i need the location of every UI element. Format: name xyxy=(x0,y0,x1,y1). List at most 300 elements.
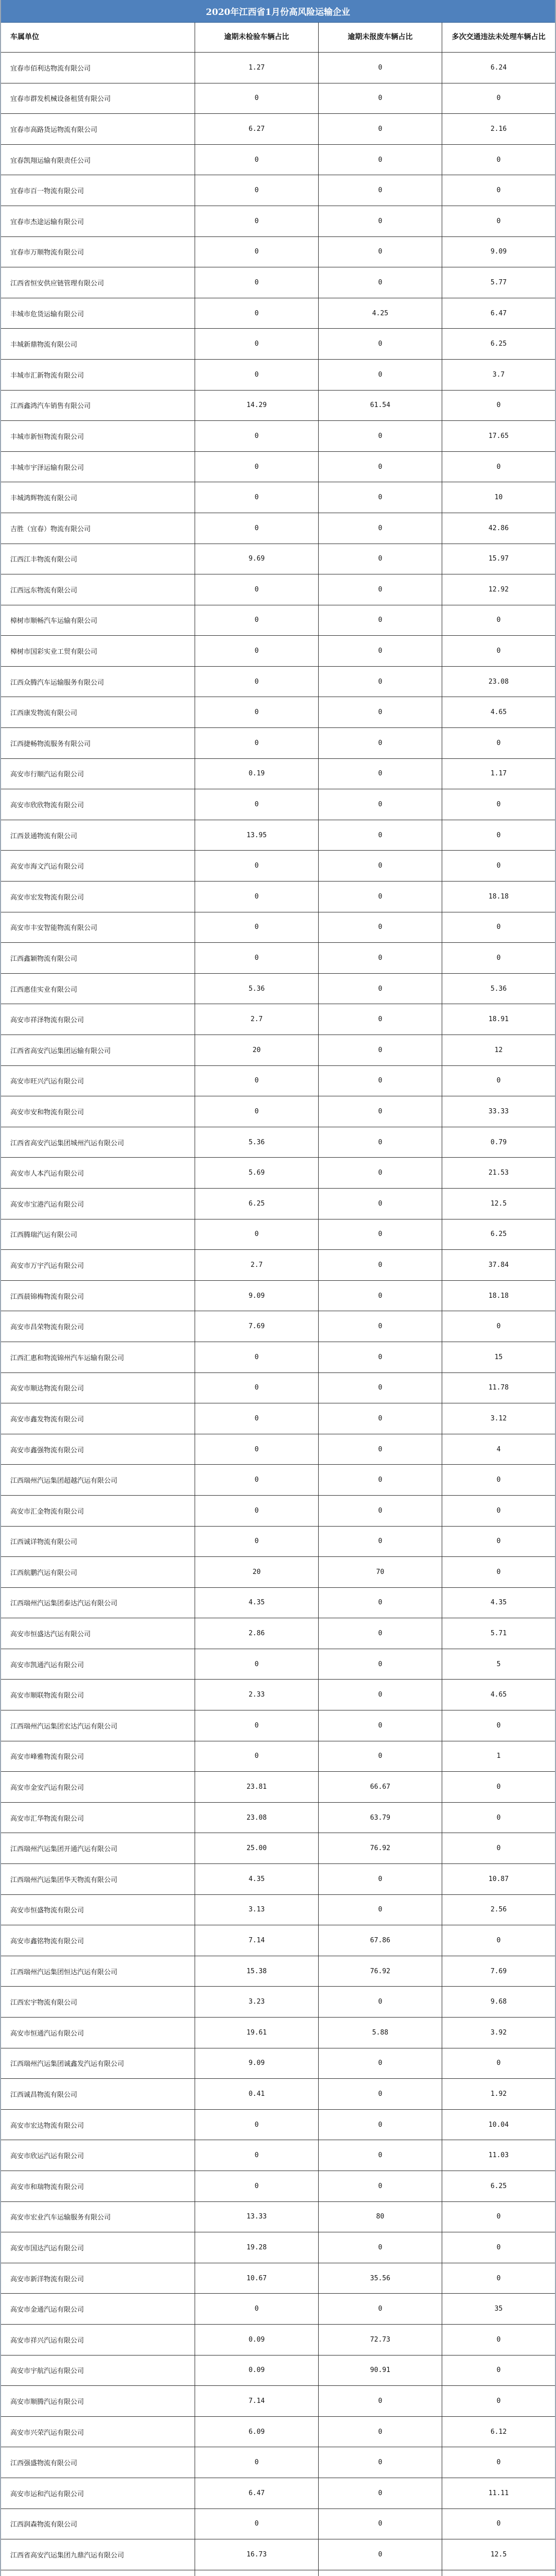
overdue-scrap-cell: 0 xyxy=(319,605,442,636)
overdue-scrap-cell: 0 xyxy=(319,53,442,83)
overdue-inspection-cell: 14.29 xyxy=(195,391,319,421)
table-row xyxy=(1,2355,555,2386)
violations-cell: 12.5 xyxy=(490,2550,507,2558)
violations-cell: 0 xyxy=(496,2213,501,2221)
overdue-inspection-cell: 19.61 xyxy=(195,2018,319,2048)
company-cell: 高安市鑫发物流有限公司 xyxy=(1,1403,195,1434)
overdue-scrap-cell: 0 xyxy=(319,237,442,267)
company-cell: 高安市顺达物流有限公司 xyxy=(1,1373,195,1403)
overdue-inspection-cell: 0 xyxy=(195,943,319,973)
overdue-inspection-cell: 0 xyxy=(195,237,319,267)
table-row xyxy=(1,2232,555,2263)
overdue-scrap-cell: 72.73 xyxy=(319,2325,442,2355)
overdue-scrap-cell: 0 xyxy=(319,574,442,605)
violations-cell: 0 xyxy=(496,616,501,624)
overdue-inspection-cell: 20 xyxy=(195,1557,319,1587)
overdue-inspection-cell: 0 xyxy=(195,574,319,605)
violations-cell: 5.36 xyxy=(490,985,507,993)
table-row xyxy=(1,820,555,851)
violations-cell: 0 xyxy=(496,1568,501,1576)
table-row xyxy=(1,2447,555,2478)
company-cell: 江西捷畅物流服务有限公司 xyxy=(1,728,195,758)
overdue-inspection-cell: 0 xyxy=(195,789,319,820)
table-row xyxy=(1,1680,555,1710)
table-row xyxy=(1,2294,555,2325)
overdue-scrap-cell: 0 xyxy=(319,667,442,697)
violations-cell: 0 xyxy=(496,1476,501,1484)
table-row xyxy=(1,1250,555,1281)
overdue-scrap-cell: 0 xyxy=(319,1741,442,1772)
overdue-scrap-cell xyxy=(319,2570,442,2576)
overdue-inspection-cell: 0 xyxy=(195,2509,319,2539)
company-cell: 高安市兴荣汽运有限公司 xyxy=(1,2417,195,2447)
overdue-inspection-cell: 16.73 xyxy=(195,2539,319,2570)
table-row xyxy=(1,2171,555,2202)
table-header-row xyxy=(1,23,555,53)
company-cell: 高安市恒盛物流有限公司 xyxy=(1,1895,195,1925)
overdue-inspection-cell: 0 xyxy=(195,513,319,544)
company-cell: 高安市鑫铭物流有限公司 xyxy=(1,1925,195,1956)
overdue-scrap-cell: 0 xyxy=(319,1096,442,1127)
table-row xyxy=(1,851,555,882)
overdue-inspection-cell: 0 xyxy=(195,1465,319,1495)
violations-cell: 6.47 xyxy=(490,309,507,317)
violations-cell: 0 xyxy=(496,1783,501,1791)
overdue-scrap-cell: 0 xyxy=(319,2110,442,2140)
table-row xyxy=(1,2018,555,2048)
overdue-inspection-cell: 0 xyxy=(195,1373,319,1403)
table-row xyxy=(1,1649,555,1680)
company-cell: 江西汇惠和物流锦州汽车运输有限公司 xyxy=(1,1342,195,1372)
violations-cell: 0 xyxy=(496,954,501,962)
company-cell: 高安市新洋物流有限公司 xyxy=(1,2263,195,2294)
violations-cell: 15 xyxy=(494,1353,503,1361)
company-cell: 高安市恒通汽运有限公司 xyxy=(1,2018,195,2048)
table-row xyxy=(1,267,555,298)
violations-cell: 4.65 xyxy=(490,1691,507,1699)
overdue-scrap-cell: 0 xyxy=(319,1588,442,1618)
violations-cell: 0 xyxy=(496,1721,501,1730)
overdue-scrap-cell: 0 xyxy=(319,1710,442,1741)
overdue-scrap-cell: 0 xyxy=(319,636,442,666)
table-row xyxy=(1,2079,555,2110)
overdue-inspection-cell: 0 xyxy=(195,360,319,390)
table-row xyxy=(1,1219,555,1250)
violations-cell: 0 xyxy=(496,1844,501,1853)
overdue-scrap-cell: 0 xyxy=(319,267,442,298)
violations-cell: 10.04 xyxy=(488,2121,509,2129)
table-row xyxy=(1,912,555,943)
violations-cell: 3.7 xyxy=(492,370,505,379)
table-row xyxy=(1,1281,555,1312)
overdue-inspection-cell: 2.86 xyxy=(195,1618,319,1649)
company-cell: 高安市丰安智能物流有限公司 xyxy=(1,912,195,943)
overdue-inspection-cell: 0 xyxy=(195,1496,319,1526)
overdue-inspection-cell: 9.09 xyxy=(195,2048,319,2079)
violations-cell: 0 xyxy=(496,2274,501,2282)
violations-cell: 42.86 xyxy=(488,524,509,532)
violations-cell: 2.16 xyxy=(490,125,507,133)
company-cell: 丰城鸿辉物流有限公司 xyxy=(1,482,195,513)
table-row xyxy=(1,1403,555,1434)
overdue-inspection-cell: 4.35 xyxy=(195,1864,319,1894)
violations-cell: 0 xyxy=(496,2243,501,2251)
overdue-scrap-cell: 0 xyxy=(319,2509,442,2539)
company-cell: 江西省高安汽运集团城州汽运有限公司 xyxy=(1,1127,195,1158)
table-row xyxy=(1,1618,555,1649)
violations-cell: 0 xyxy=(496,2335,501,2344)
overdue-scrap-cell: 0 xyxy=(319,789,442,820)
violations-cell: 18.91 xyxy=(488,1015,509,1024)
violations-cell: 23.08 xyxy=(488,677,509,686)
overdue-scrap-cell: 0 xyxy=(319,1342,442,1372)
violations-cell: 0 xyxy=(496,2059,501,2067)
company-cell: 江西诚昌物流有限公司 xyxy=(1,2079,195,2109)
table-row xyxy=(1,2202,555,2233)
company-cell: 高安市和瑞物流有限公司 xyxy=(1,2171,195,2201)
company-cell: 宜春市百一物流有限公司 xyxy=(1,175,195,206)
company-cell: 江西瑞州汽运集团华天物流有限公司 xyxy=(1,1864,195,1894)
violations-cell: 12.5 xyxy=(490,1199,507,1208)
overdue-inspection-cell: 0 xyxy=(195,605,319,636)
violations-cell: 11.03 xyxy=(488,2151,509,2160)
overdue-scrap-cell: 0 xyxy=(319,421,442,451)
overdue-scrap-cell: 0 xyxy=(319,175,442,206)
violations-cell: 6.24 xyxy=(490,63,507,72)
violations-cell: 0 xyxy=(496,401,501,410)
overdue-inspection-cell: 0 xyxy=(195,1066,319,1096)
table-row xyxy=(1,1833,555,1864)
company-cell: 丰城市宇泽运输有限公司 xyxy=(1,452,195,482)
overdue-inspection-cell: 0 xyxy=(195,175,319,206)
company-cell: 江西景通物流有限公司 xyxy=(1,820,195,851)
table-row xyxy=(1,1158,555,1189)
overdue-scrap-cell: 0 xyxy=(319,1618,442,1649)
table-title: 2020年江西省1月份高风险运输企业 xyxy=(1,0,555,23)
company-cell: 高安市汇华物流有限公司 xyxy=(1,1803,195,1833)
table-row xyxy=(1,1342,555,1373)
overdue-inspection-cell: 0 xyxy=(195,882,319,912)
overdue-inspection-cell: 0 xyxy=(195,145,319,175)
overdue-inspection-cell: 0 xyxy=(195,329,319,359)
violations-cell: 9.09 xyxy=(490,248,507,256)
violations-cell: 0 xyxy=(496,739,501,747)
overdue-inspection-cell: 0.09 xyxy=(195,2325,319,2355)
table-row xyxy=(1,2263,555,2294)
table-row xyxy=(1,1434,555,1465)
violations-cell: 0 xyxy=(496,463,501,471)
company-cell: 高安市金通汽运有限公司 xyxy=(1,2294,195,2324)
table-row xyxy=(1,1987,555,2018)
overdue-inspection-cell: 2.33 xyxy=(195,1680,319,1710)
table-row xyxy=(1,1311,555,1342)
violations-cell: 2.56 xyxy=(490,1906,507,1914)
overdue-inspection-cell: 0 xyxy=(195,1710,319,1741)
overdue-scrap-cell: 0 xyxy=(319,1004,442,1035)
violations-cell: 35 xyxy=(494,2305,503,2313)
overdue-scrap-cell: 5.88 xyxy=(319,2018,442,2048)
violations-cell: 10 xyxy=(494,494,503,502)
overdue-scrap-cell: 0 xyxy=(319,1649,442,1680)
overdue-inspection-cell: 0 xyxy=(195,482,319,513)
violations-cell: 1.92 xyxy=(490,2090,507,2098)
violations-cell: 12 xyxy=(494,1046,503,1054)
overdue-scrap-cell: 0 xyxy=(319,2232,442,2263)
table-row xyxy=(1,1710,555,1741)
violations-cell: 6.25 xyxy=(490,1230,507,1239)
overdue-scrap-cell: 0 xyxy=(319,1895,442,1925)
company-cell: 高安市峰雅物流有限公司 xyxy=(1,1741,195,1772)
company-cell: 江西瑞州汽运集团宏达汽运有限公司 xyxy=(1,1710,195,1741)
table-row xyxy=(1,667,555,698)
violations-cell: 3.92 xyxy=(490,2028,507,2037)
overdue-scrap-cell: 0 xyxy=(319,1311,442,1342)
table-row xyxy=(1,605,555,636)
violations-cell: 6.25 xyxy=(490,2182,507,2190)
violations-cell: 0.79 xyxy=(490,1138,507,1146)
overdue-scrap-cell: 76.92 xyxy=(319,1833,442,1863)
overdue-scrap-cell: 0 xyxy=(319,1158,442,1188)
violations-cell: 0 xyxy=(496,1077,501,1085)
table-row xyxy=(1,1096,555,1127)
overdue-scrap-cell: 0 xyxy=(319,851,442,881)
company-cell: 江西众腾汽车运输服务有限公司 xyxy=(1,667,195,697)
overdue-inspection-cell: 20 xyxy=(195,1035,319,1065)
company-cell: 高安市运和汽运有限公司 xyxy=(1,2478,195,2509)
overdue-scrap-cell: 0 xyxy=(319,1066,442,1096)
table-row xyxy=(1,1772,555,1803)
overdue-scrap-cell: 0 xyxy=(319,1281,442,1311)
violations-cell: 21.53 xyxy=(488,1169,509,1177)
company-cell: 高安市宇航汽运有限公司 xyxy=(1,2355,195,2386)
table-row xyxy=(1,391,555,421)
table-row xyxy=(1,1496,555,1527)
overdue-scrap-cell: 0 xyxy=(319,2417,442,2447)
table-row xyxy=(1,1465,555,1496)
violations-cell: 6.12 xyxy=(490,2428,507,2436)
overdue-inspection-cell: 9.69 xyxy=(195,544,319,574)
overdue-inspection-cell: 0 xyxy=(195,267,319,298)
violations-cell: 9.68 xyxy=(490,1998,507,2006)
overdue-scrap-cell: 0 xyxy=(319,2079,442,2109)
company-cell: 江西瑞州汽运集团诚鑫发汽运有限公司 xyxy=(1,2048,195,2079)
violations-cell xyxy=(442,2570,555,2576)
table-row xyxy=(1,2140,555,2171)
overdue-inspection-cell: 0 xyxy=(195,1527,319,1557)
overdue-scrap-cell: 0 xyxy=(319,513,442,544)
table-row xyxy=(1,83,555,114)
table-row xyxy=(1,2110,555,2141)
overdue-inspection-cell: 0 xyxy=(195,2294,319,2324)
company-cell: 江西晨锦梅物流有限公司 xyxy=(1,1281,195,1311)
company-cell: 高安市金安汽运有限公司 xyxy=(1,1772,195,1802)
table-row xyxy=(1,53,555,83)
violations-cell: 18.18 xyxy=(488,892,509,901)
overdue-scrap-cell: 0 xyxy=(319,1373,442,1403)
violations-cell: 5.77 xyxy=(490,278,507,286)
overdue-scrap-cell: 0 xyxy=(319,329,442,359)
overdue-inspection-cell: 0 xyxy=(195,421,319,451)
overdue-inspection-cell: 3.23 xyxy=(195,1987,319,2017)
overdue-scrap-cell: 67.86 xyxy=(319,1925,442,1956)
overdue-inspection-cell: 19.28 xyxy=(195,2232,319,2263)
overdue-scrap-cell: 0 xyxy=(319,1189,442,1219)
table-row xyxy=(1,237,555,268)
overdue-scrap-cell: 63.79 xyxy=(319,1803,442,1833)
overdue-scrap-cell: 0 xyxy=(319,943,442,973)
overdue-inspection-cell: 0 xyxy=(195,1403,319,1434)
overdue-scrap-cell: 0 xyxy=(319,114,442,144)
company-cell: 江西宏宇物流有限公司 xyxy=(1,1987,195,2017)
company-cell: 吉胜（宜春）物流有限公司 xyxy=(1,513,195,544)
overdue-scrap-cell: 76.92 xyxy=(319,1956,442,1987)
violations-cell: 3.12 xyxy=(490,1414,507,1422)
company-cell: 丰城市汇新物流有限公司 xyxy=(1,360,195,390)
overdue-inspection-cell: 4.35 xyxy=(195,1588,319,1618)
company-cell: 江西鑫颖物流有限公司 xyxy=(1,943,195,973)
violations-cell: 4 xyxy=(496,1445,501,1453)
overdue-inspection-cell: 23.08 xyxy=(195,1803,319,1833)
company-cell: 江西润森物流有限公司 xyxy=(1,2509,195,2539)
table-row xyxy=(1,1895,555,1926)
overdue-inspection-cell: 0.09 xyxy=(195,2355,319,2386)
overdue-scrap-cell: 0 xyxy=(319,1496,442,1526)
overdue-inspection-cell: 25.00 xyxy=(195,1833,319,1863)
overdue-inspection-cell: 0 xyxy=(195,452,319,482)
overdue-scrap-cell: 0 xyxy=(319,697,442,727)
company-cell: 宜春市杰途运输有限公司 xyxy=(1,206,195,236)
violations-cell: 5.71 xyxy=(490,1630,507,1638)
table-row xyxy=(1,974,555,1005)
overdue-scrap-cell: 0 xyxy=(319,2140,442,2171)
overdue-scrap-cell: 0 xyxy=(319,1035,442,1065)
overdue-inspection-cell: 5.36 xyxy=(195,974,319,1004)
company-cell: 江西省高安汽运集团九鼎汽运有限公司 xyxy=(1,2539,195,2570)
table-body xyxy=(1,53,555,2576)
overdue-inspection-cell: 6.09 xyxy=(195,2417,319,2447)
overdue-inspection-cell: 1.27 xyxy=(195,53,319,83)
overdue-inspection-cell: 3.13 xyxy=(195,1895,319,1925)
table-row xyxy=(1,1373,555,1404)
overdue-inspection-cell: 0 xyxy=(195,851,319,881)
overdue-scrap-cell: 0 xyxy=(319,1680,442,1710)
overdue-inspection-cell: 0 xyxy=(195,912,319,943)
company-cell: 江西鑫鸿汽车销售有限公司 xyxy=(1,391,195,421)
violations-cell: 0 xyxy=(496,2366,501,2375)
overdue-scrap-cell: 61.54 xyxy=(319,391,442,421)
overdue-inspection-cell: 0 xyxy=(195,83,319,114)
overdue-scrap-cell: 0 xyxy=(319,482,442,513)
table-row xyxy=(1,2048,555,2079)
table-row xyxy=(1,1803,555,1834)
table-row xyxy=(1,1741,555,1772)
company-cell: 高安市海文汽运有限公司 xyxy=(1,851,195,881)
table-row xyxy=(1,175,555,206)
overdue-scrap-cell: 4.25 xyxy=(319,298,442,329)
table-row xyxy=(1,298,555,329)
table-row xyxy=(1,2478,555,2509)
overdue-scrap-cell: 0 xyxy=(319,1127,442,1158)
overdue-scrap-cell: 35.56 xyxy=(319,2263,442,2294)
table-row xyxy=(1,728,555,759)
table-row xyxy=(1,574,555,605)
violations-cell: 10.87 xyxy=(488,1875,509,1883)
header-company: 车属单位 xyxy=(1,23,195,52)
overdue-scrap-cell: 0 xyxy=(319,2539,442,2570)
company-cell: 丰城市新恒物流有限公司 xyxy=(1,421,195,451)
overdue-scrap-cell: 0 xyxy=(319,1987,442,2017)
table-row xyxy=(1,1864,555,1895)
table-row xyxy=(1,2539,555,2570)
table-row xyxy=(1,513,555,544)
company-cell: 高安市顺联物流有限公司 xyxy=(1,1680,195,1710)
company-cell: 高安市行顺汽运有限公司 xyxy=(1,759,195,789)
company-cell: 樟树市国彩实业工贸有限公司 xyxy=(1,636,195,666)
company-cell: 江西瑞州汽运集团恒达汽运有限公司 xyxy=(1,1956,195,1987)
overdue-scrap-cell: 70 xyxy=(319,1557,442,1587)
company-cell xyxy=(1,2570,195,2576)
overdue-inspection-cell: 0 xyxy=(195,1219,319,1250)
overdue-scrap-cell: 0 xyxy=(319,2171,442,2201)
violations-cell: 0 xyxy=(496,647,501,655)
overdue-inspection-cell: 6.47 xyxy=(195,2478,319,2509)
company-cell: 丰城市危货运输有限公司 xyxy=(1,298,195,329)
company-cell: 高安市鑫强物流有限公司 xyxy=(1,1434,195,1465)
violations-cell: 37.84 xyxy=(488,1261,509,1269)
company-cell: 高安市国达汽运有限公司 xyxy=(1,2232,195,2263)
table-row xyxy=(1,1925,555,1956)
table-row xyxy=(1,636,555,667)
overdue-scrap-cell: 0 xyxy=(319,1250,442,1280)
table-row xyxy=(1,360,555,391)
table-row xyxy=(1,1189,555,1219)
overdue-scrap-cell: 0 xyxy=(319,759,442,789)
company-cell: 宜春市高路货运物流有限公司 xyxy=(1,114,195,144)
violations-cell: 0 xyxy=(496,1937,501,1945)
overdue-inspection-cell: 15.38 xyxy=(195,1956,319,1987)
overdue-inspection-cell: 9.09 xyxy=(195,1281,319,1311)
table-row xyxy=(1,2570,555,2576)
company-cell: 宜春市万顺物流有限公司 xyxy=(1,237,195,267)
overdue-scrap-cell: 80 xyxy=(319,2202,442,2232)
overdue-inspection-cell: 6.25 xyxy=(195,1189,319,1219)
violations-cell: 5 xyxy=(496,1660,501,1668)
table-row xyxy=(1,421,555,452)
violations-cell: 33.33 xyxy=(488,1107,509,1115)
overdue-scrap-cell: 66.67 xyxy=(319,1772,442,1802)
violations-cell: 6.25 xyxy=(490,340,507,348)
overdue-scrap-cell: 0 xyxy=(319,728,442,758)
overdue-inspection-cell: 5.36 xyxy=(195,1127,319,1158)
violations-cell: 1 xyxy=(496,1752,501,1760)
company-cell: 江西省恒安供应链管理有限公司 xyxy=(1,267,195,298)
table-row xyxy=(1,789,555,820)
overdue-scrap-cell: 0 xyxy=(319,83,442,114)
overdue-scrap-cell: 0 xyxy=(319,452,442,482)
violations-cell: 7.69 xyxy=(490,1967,507,1975)
company-cell: 高安市万宇汽运有限公司 xyxy=(1,1250,195,1280)
company-cell: 高安市安和物流有限公司 xyxy=(1,1096,195,1127)
overdue-inspection-cell: 23.81 xyxy=(195,1772,319,1802)
overdue-scrap-cell: 90.91 xyxy=(319,2355,442,2386)
violations-cell: 0 xyxy=(496,1537,501,1546)
table-row xyxy=(1,1127,555,1158)
overdue-inspection-cell: 0.19 xyxy=(195,759,319,789)
table-row xyxy=(1,882,555,912)
overdue-scrap-cell: 0 xyxy=(319,2294,442,2324)
company-cell: 江西江丰物流有限公司 xyxy=(1,544,195,574)
violations-cell: 0 xyxy=(496,862,501,870)
